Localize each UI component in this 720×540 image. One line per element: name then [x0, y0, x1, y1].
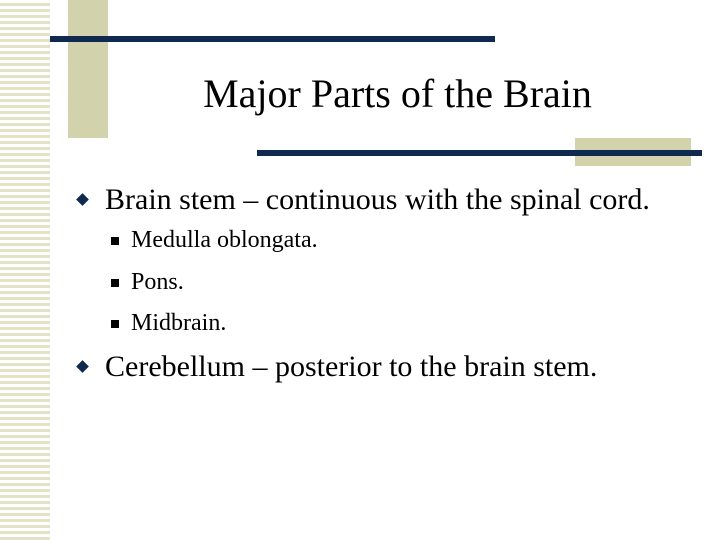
slide-title: Major Parts of the Brain — [203, 71, 592, 116]
square-bullet-icon — [111, 237, 119, 245]
title-rule-top — [50, 36, 495, 42]
sub-bullet-text: Pons. — [131, 269, 184, 295]
square-bullet-icon — [111, 320, 119, 328]
sub-bullet-text: Medulla oblongata. — [131, 227, 318, 253]
diamond-bullet-icon — [76, 193, 89, 206]
olive-accent-block — [68, 0, 108, 138]
diamond-bullet-icon — [76, 360, 89, 373]
bullet-text: Brain stem – continuous with the spinal cord. — [105, 183, 650, 216]
bullet-text: Cerebellum – posterior to the brain stem. — [105, 350, 598, 383]
title-rule-bottom — [257, 150, 702, 156]
square-bullet-icon — [111, 279, 119, 287]
sub-bullet-text: Midbrain. — [131, 310, 227, 336]
striped-margin-decoration — [0, 0, 50, 540]
